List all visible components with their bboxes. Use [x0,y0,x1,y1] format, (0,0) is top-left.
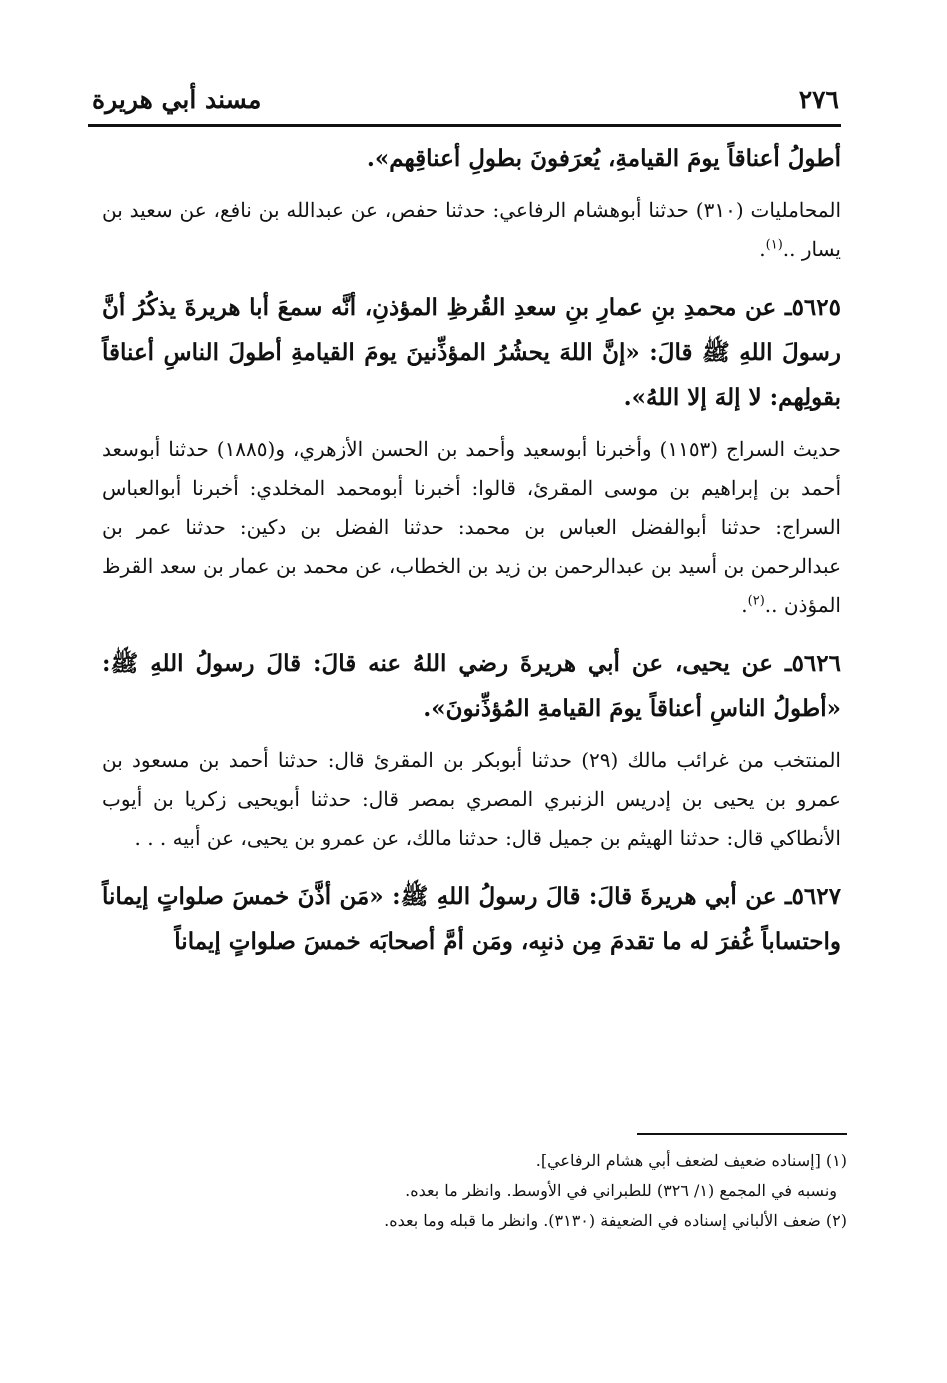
isnad-text: حديث السراج (١١٥٣) وأخبرنا أبوسعيد وأحمد بن الحسن الأزهري، و(١٨٨٥) حدثنا أبوسعد أحمد بن إبراهيم بن موسى المقرئ، قالوا: أخبرنا أبومحمد المخلدي: أخبرنا أبوالعباس السراج: حدثنا أبوالفضل العباس بن محمد: حدثنا الفضل بن دكين: حدثنا عمر بن عبدالرحمن بن أسيد بن عبدالرحمن بن زيد بن الخطاب، عن محمد بن عمار بن سعد القرظ المؤذن .. [102,437,842,617]
hadith-text-continued [102,136,841,181]
hadith-5627 [102,874,841,964]
hadith-5625 [102,285,841,420]
footnote-1: (١) [إسناده ضعيف لضعف أبي هشام الرفاعي]. [535,1151,847,1170]
footnotes [230,1146,847,1236]
hadith-text: ٥٦٢٧ـ عن أبي هريرةَ قالَ: قالَ رسولُ اللهِ ﷺ: «مَن أذَّنَ خمسَ صلواتٍ إيماناً واحتساباً غُفرَ له ما تقدمَ مِن ذنبِه، ومَن أمَّ أصحابَه خمسَ صلواتٍ إيماناً [102,883,841,955]
footnote-1-continued: ونسبه في المجمع (١/ ٣٢٦) للطبراني في الأوسط. وانظر ما بعده. [405,1181,837,1200]
page-body [102,136,841,964]
footnote-ref[interactable]: (٢) [747,593,765,609]
isnad-text: المحامليات (٣١٠) حدثنا أبوهشام الرفاعي: حدثنا حفص، عن عبدالله بن نافع، عن سعيد بن يسار .. [102,198,842,261]
footnote-ref[interactable]: (١) [765,237,783,253]
isnad-tail: . [741,593,748,617]
header-rule [88,124,841,127]
page-number: ٢٧٦ [798,84,839,114]
footnote-2: (٢) ضعف الألباني إسناده في الضعيفة (٣١٣٠). وانظر ما قبله وما بعده. [384,1211,847,1230]
running-title: مسند أبي هريرة [92,84,262,114]
isnad-paragraph [102,741,841,858]
page-header [92,78,839,120]
hadith-text: ٥٦٢٥ـ عن محمدِ بنِ عمارِ بنِ سعدِ القُرظِ المؤذنِ، أنَّه سمعَ أبا هريرةَ يذكُرُ أنَّ رسولَ اللهِ ﷺ قالَ: «إنَّ اللهَ يحشُرُ المؤذِّنينَ يومَ القيامةِ أطولَ الناسِ أعناقاً بقولِهم: لا إلهَ إلا اللهُ». [102,294,841,411]
isnad-text: المنتخب من غرائب مالك (٢٩) حدثنا أبوبكر بن المقرئ قال: حدثنا أحمد بن مسعود بن عمرو بن يحيى بن إدريس الزنبري المصري بمصر قال: حدثنا أبويحيى زكريا بن أيوب الأنطاكي قال: حدثنا الهيثم بن جميل قال: حدثنا مالك، عن عمرو بن يحيى، عن أبيه . . . [102,748,841,850]
isnad-paragraph [102,430,841,625]
footnote-separator [637,1133,847,1135]
hadith-5626 [102,641,841,731]
hadith-text: ٥٦٢٦ـ عن يحيى، عن أبي هريرةَ رضي اللهُ عنه قالَ: قالَ رسولُ اللهِ ﷺ: «أطولُ الناسِ أعناقاً يومَ القيامةِ المُؤذِّنونَ». [102,650,841,722]
hadith-text: أطولُ أعناقاً يومَ القيامةِ، يُعرَفونَ بطولِ أعناقِهم». [366,145,841,172]
isnad-paragraph [102,191,841,269]
isnad-tail: . [759,237,766,261]
